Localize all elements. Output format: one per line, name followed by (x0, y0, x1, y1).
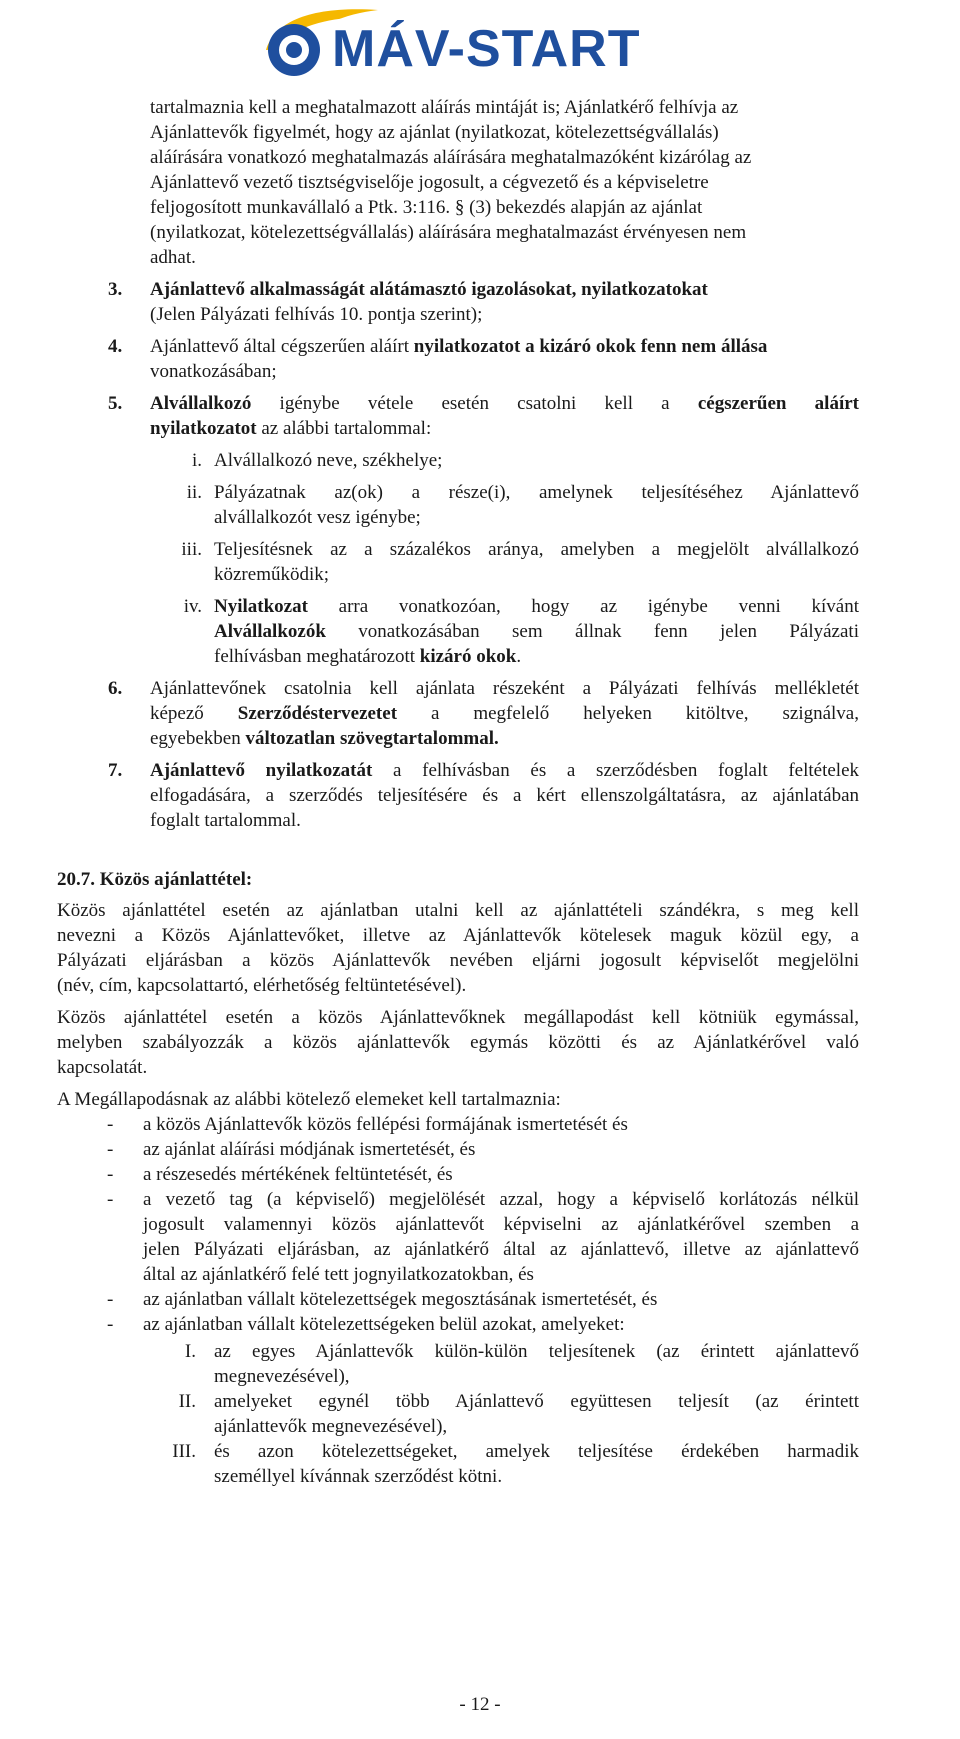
sub-item-ii-line-1: Pályázatnak az(ok) a része(i), amelynek teljesítéséhez Ajánlattevő (214, 482, 859, 503)
sub-item-iv-line-3: felhívásban meghatározott kizáró okok. (214, 646, 522, 667)
item-7-line-1: Ajánlattevő nyilatkozatát a felhívásban és a szerződésben foglalt feltételek (150, 760, 860, 781)
bullet-item-line: jelen Pályázati eljárásban, az ajánlatkérő által az ajánlattevő, illetve az ajánlattevő (143, 1239, 859, 1260)
roman-label: II. (178, 1391, 196, 1412)
bullet-dash: - (107, 1189, 114, 1210)
bullet-dash: - (107, 1314, 114, 1335)
sub-label: i. (191, 450, 202, 471)
intro-line: aláírására vonatkozó meghatalmazás aláírására meghatalmazóként kizárólag az (150, 147, 752, 168)
para2-line: Közös ajánlattétel esetén a közös Ajánlattevőknek megállapodást kell kötniük egymással, (57, 1007, 859, 1028)
para1-line: (név, cím, kapcsolattartó, elérhetőség feltüntetésével). (57, 975, 467, 996)
list-number: 4. (108, 336, 123, 357)
bullet-item: a részesedés mértékének feltüntetését, és (143, 1164, 453, 1185)
sub-item-ii-line-2: alvállalkozót vesz igénybe; (214, 507, 421, 528)
sub-item-iv-line-2: Alvállalkozók vonatkozásában sem állnak fenn jelen Pályázati (214, 621, 859, 642)
bullet-item: az ajánlatban vállalt kötelezettségek megosztásának ismertetését, és (143, 1289, 658, 1310)
item-6-line-2: képező Szerződéstervezetet a megfelelő helyeken kitöltve, szignálva, (150, 703, 859, 724)
item-3-line-1: Ajánlattevő alkalmasságát alátámasztó igazolásokat, nyilatkozatokat (150, 279, 708, 300)
sub-item-iii-line-2: közreműködik; (214, 564, 330, 585)
item-4-line-1: Ajánlattevő által cégszerűen aláírt nyilatkozatot a kizáró okok fenn nem állása (150, 336, 768, 357)
list-intro: A Megállapodásnak az alábbi kötelező elemeket kell tartalmaznia: (57, 1089, 561, 1110)
item-7-line-3: foglalt tartalommal. (150, 810, 301, 831)
roman-item-line: megnevezésével), (214, 1366, 350, 1387)
bullet-item: a közös Ajánlattevők közös fellépési formájának ismertetését és (143, 1114, 628, 1135)
roman-label: I. (184, 1341, 196, 1362)
sub-item-iv-line-1: Nyilatkozat arra vonatkozóan, hogy az igénybe venni kívánt (214, 596, 859, 617)
list-number: 5. (108, 393, 123, 414)
bullet-item: az ajánlat aláírási módjának ismertetését, és (143, 1139, 476, 1160)
para2-line: kapcsolatát. (57, 1057, 148, 1078)
page-number: - 12 - (459, 1694, 501, 1715)
intro-line: Ajánlattevő vezető tisztségviselője jogosult, a cégvezető és a képviseletre (150, 172, 709, 193)
item-4-line-2: vonatkozásában; (150, 361, 277, 382)
list-number: 7. (108, 760, 123, 781)
roman-label: III. (172, 1441, 196, 1462)
list-number: 3. (108, 279, 123, 300)
roman-item-line: és azon kötelezettségeket, amelyek teljesítése érdekében harmadik (214, 1441, 859, 1462)
item-3-line-2: (Jelen Pályázati felhívás 10. pontja szerint); (150, 304, 483, 325)
roman-item-line: személlyel kívánnak szerződést kötni. (214, 1466, 503, 1487)
section-heading: 20.7. Közös ajánlattétel: (57, 869, 253, 890)
bullet-dash: - (107, 1164, 114, 1185)
intro-line: tartalmaznia kell a meghatalmazott aláírás mintáját is; Ajánlatkérő felhívja az (150, 97, 739, 118)
list-number: 6. (108, 678, 123, 699)
intro-line: Ajánlattevők figyelmét, hogy az ajánlat (nyilatkozat, kötelezettségvállalás) (150, 122, 719, 143)
logo-wordmark: MÁV-START (332, 20, 641, 78)
sub-item-i: Alvállalkozó neve, székhelye; (214, 450, 443, 471)
item-6-line-1: Ajánlattevőnek csatolnia kell ajánlata részeként a Pályázati felhívás mellékletét (150, 678, 859, 699)
bullet-item-line: a vezető tag (a képviselő) megjelölését azzal, hogy a képviselő korlátozás nélkül (143, 1189, 859, 1210)
sub-label: iv. (183, 596, 202, 617)
para1-line: nevezni a Közös Ajánlattevőket, illetve az Ajánlattevők kötelesek maguk közül egy, a (57, 925, 859, 946)
bullet-dash: - (107, 1139, 114, 1160)
para1-line: Közös ajánlattétel esetén az ajánlatban utalni kell az ajánlattételi szándékra, s meg kell (57, 900, 859, 921)
item-5-line-2: nyilatkozatot az alábbi tartalommal: (150, 418, 432, 439)
bullet-item-line: által az ajánlatkérő felé tett jognyilatkozatokban, és (143, 1264, 534, 1285)
intro-line: feljogosított munkavállaló a Ptk. 3:116. § (3) bekezdés alapján az ajánlat (150, 197, 703, 218)
intro-line: (nyilatkozat, kötelezettségvállalás) aláírására meghatalmazást érvényesen nem (150, 222, 747, 243)
sub-item-iii-line-1: Teljesítésnek az a százalékos aránya, amelyben a megjelölt alvállalkozó (214, 539, 859, 560)
para1-line: Pályázati eljárásban a közös Ajánlattevők nevében eljárni jogosult képviselőt megjelölni (57, 950, 859, 971)
roman-item-line: ajánlattevők megnevezésével), (214, 1416, 448, 1437)
roman-item-line: az egyes Ajánlattevők külön-külön teljesítenek (az érintett ajánlattevő (214, 1341, 859, 1362)
item-5-line-1: Alvállalkozó igénybe vétele esetén csatolni kell a cégszerűen aláírt (150, 393, 860, 414)
para2-line: melyben szabályozzák a közös ajánlattevők egymás közötti és az Ajánlatkérővel való (57, 1032, 859, 1053)
roman-item-line: amelyeket egynél több Ajánlattevő együttesen teljesít (az érintett (214, 1391, 859, 1412)
item-6-line-3: egyebekben változatlan szövegtartalommal. (150, 728, 499, 749)
item-7-line-2: elfogadására, a szerződés teljesítésére és a kért ellenszolgáltatásra, az ajánlatában (150, 785, 859, 806)
bullet-item-line: jogosult valamennyi közös ajánlattevőt képviselni az ajánlatkérővel szemben a (143, 1214, 859, 1235)
bullet-dash: - (107, 1289, 114, 1310)
sub-label: iii. (181, 539, 202, 560)
bullet-dash: - (107, 1114, 114, 1135)
intro-line: adhat. (150, 247, 196, 268)
bullet-item: az ajánlatban vállalt kötelezettségeken belül azokat, amelyeket: (143, 1314, 625, 1335)
sub-label: ii. (186, 482, 202, 503)
